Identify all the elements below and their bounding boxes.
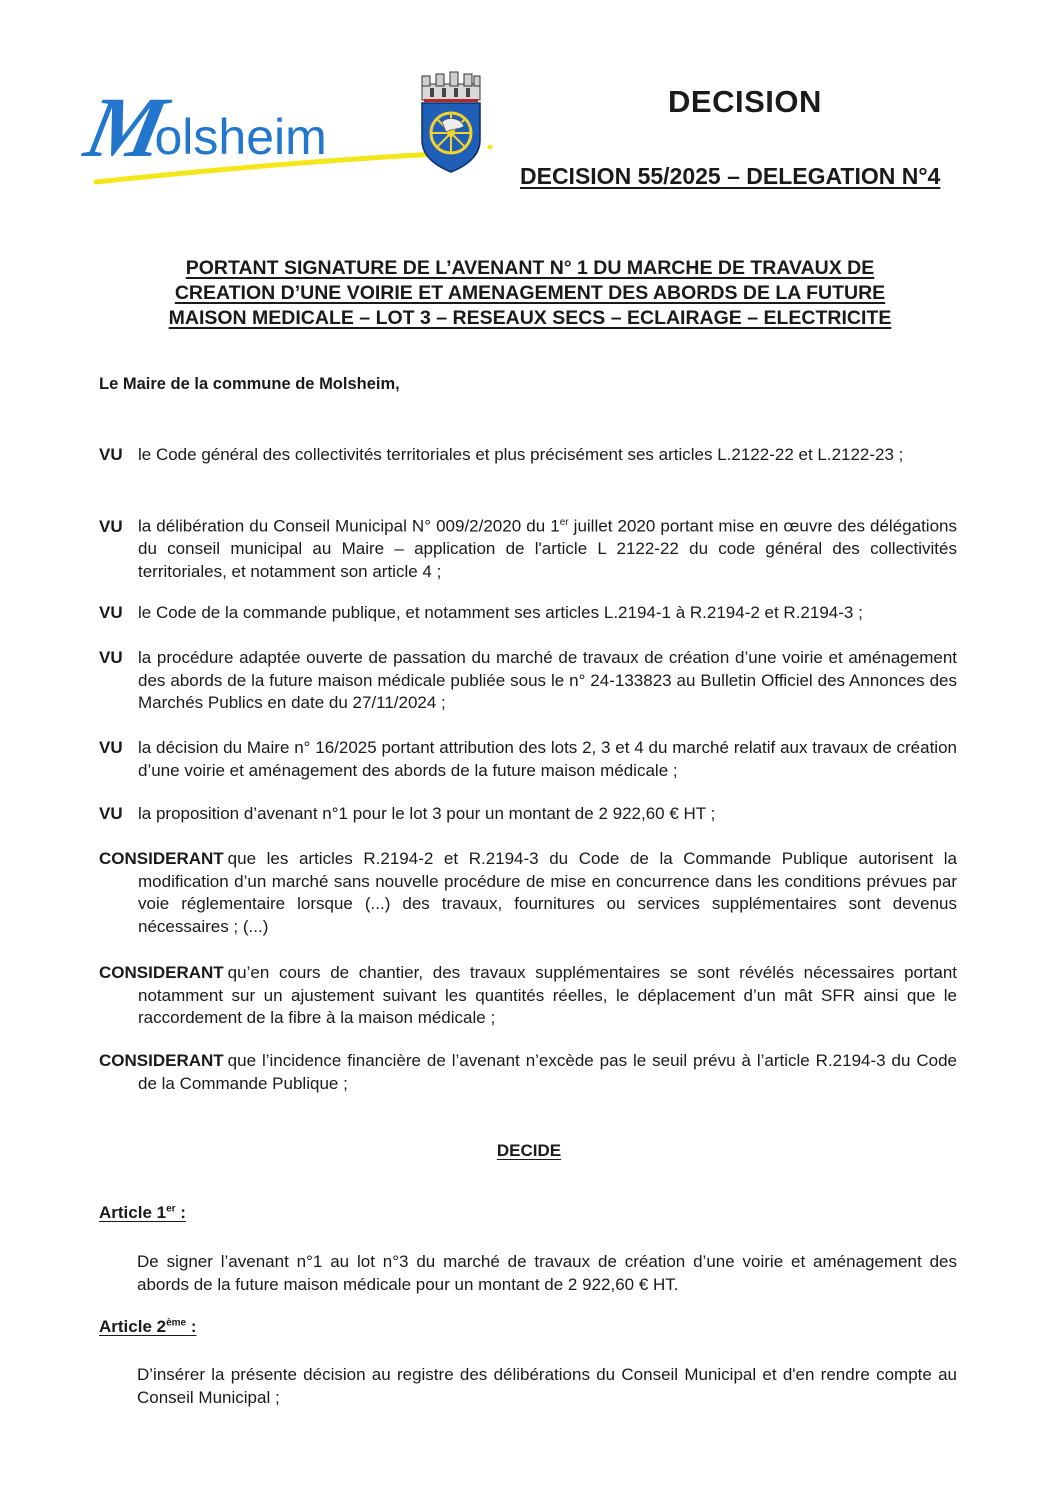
visa-keyword: VU (99, 648, 123, 667)
visa-keyword: VU (99, 738, 123, 757)
considerant-keyword: CONSIDERANT (99, 1051, 224, 1070)
considerant-keyword: CONSIDERANT (99, 963, 224, 982)
visa-keyword: VU (99, 516, 123, 536)
subject-line: PORTANT SIGNATURE DE L’AVENANT N° 1 DU MARCHE DE TRAVAUX DE (185, 257, 875, 279)
article-title (99, 1317, 197, 1337)
article-superscript: er (166, 1203, 176, 1215)
considerant-text: qu’en cours de chantier, des travaux supplémentaires se sont révélés nécessaires portant notamment sur un ajustement suivant les quantités réelles, le déplacement d’un mât SFR ainsi que le raccordement de la fibre à la maison médicale ; (138, 963, 957, 1027)
article-superscript: ème (166, 1317, 187, 1329)
visa-keyword: VU (99, 445, 123, 464)
visa-paragraph (99, 737, 957, 782)
considerant-paragraph (99, 1050, 957, 1095)
article-title-text: Article 1 (99, 1203, 167, 1222)
visa-paragraph (99, 512, 957, 583)
considerant-text: que les articles R.2194-2 et R.2194-3 du Code de la Commande Publique autorisent la modification d’un marché sans nouvelle procédure de mise en concurrence dans les conditions prévues par voie réglementaire lorsque (...) des travaux, fournitures ou services supplémentaires sont devenus nécessaires ; (...) (138, 849, 957, 936)
considerant-keyword: CONSIDERANT (99, 849, 224, 868)
considerant-paragraph (99, 848, 957, 938)
article-title-suffix: : (186, 1317, 197, 1336)
visa-text: la décision du Maire n° 16/2025 portant attribution des lots 2, 3 et 4 du marché relatif aux travaux de création d’une voirie et aménagement des abords de la future maison médicale ; (138, 738, 957, 780)
logo-initial: M (77, 79, 171, 175)
logo-name: olsheim (154, 109, 327, 165)
article-title (99, 1203, 186, 1223)
document-type: DECISION (668, 84, 822, 119)
subject-line: MAISON MEDICALE – LOT 3 – RESEAUX SECS – ECLAIRAGE – ELECTRICITE (168, 307, 892, 329)
subject-line: CREATION D’UNE VOIRIE ET AMENAGEMENT DES ABORDS DE LA FUTURE (174, 282, 886, 304)
intro-line: Le Maire de la commune de Molsheim, (99, 375, 400, 393)
visa-paragraph (99, 444, 957, 467)
decide-label: DECIDE (496, 1141, 562, 1160)
visa-paragraph (99, 602, 957, 625)
article-title-suffix: : (175, 1203, 186, 1222)
considerant-paragraph (99, 962, 957, 1030)
decision-subject (110, 256, 950, 331)
visa-superscript: er (559, 517, 569, 528)
article-body: De signer l’avenant n°1 au lot n°3 du marché de travaux de création d’une voirie et aménagement des abords de la future maison médicale pour un montant de 2 922,60 € HT. (137, 1252, 957, 1294)
visa-text: le Code général des collectivités territoriales et plus précisément ses articles L.2122-22 et L.2122-23 ; (138, 445, 904, 464)
visa-text: la proposition d’avenant n°1 pour le lot 3 pour un montant de 2 922,60 € HT ; (138, 804, 716, 823)
coat-of-arms-icon (416, 70, 486, 174)
decision-number: DECISION 55/2025 – DELEGATION N°4 (520, 163, 941, 189)
visa-keyword: VU (99, 804, 123, 823)
molsheim-logo (77, 70, 508, 190)
visa-keyword: VU (99, 603, 123, 622)
logo-wordmark (77, 70, 327, 175)
article-body: D’insérer la présente décision au registre des délibérations du Conseil Municipal et d'en rendre compte au Conseil Municipal ; (137, 1365, 957, 1407)
visa-paragraph (99, 647, 957, 715)
decide-heading (0, 1141, 1058, 1161)
visa-text: juillet 2020 portant mise en œuvre des délégations du conseil municipal au Maire – application de l'article L 2122-22 du code général des collectivités territoriales, et notamment son article 4 ; (138, 516, 957, 581)
visa-paragraph (99, 803, 957, 826)
visa-text: la délibération du Conseil Municipal N° 009/2/2020 du 1 (138, 516, 560, 536)
visa-text: la procédure adaptée ouverte de passation du marché de travaux de création d’une voirie et aménagement des abords de la future maison médicale publiée sous le n° 24-133823 au Bulletin Officiel des Annonces des Marchés Publics en date du 27/11/2024 ; (138, 648, 957, 712)
considerant-text: que l’incidence financière de l’avenant n’excède pas le seuil prévu à l’article R.2194-3 du Code de la Commande Publique ; (138, 1051, 957, 1093)
visa-text: le Code de la commande publique, et notamment ses articles L.2194-1 à R.2194-2 et R.2194-3 ; (138, 603, 863, 622)
article-title-text: Article 2 (99, 1317, 167, 1336)
